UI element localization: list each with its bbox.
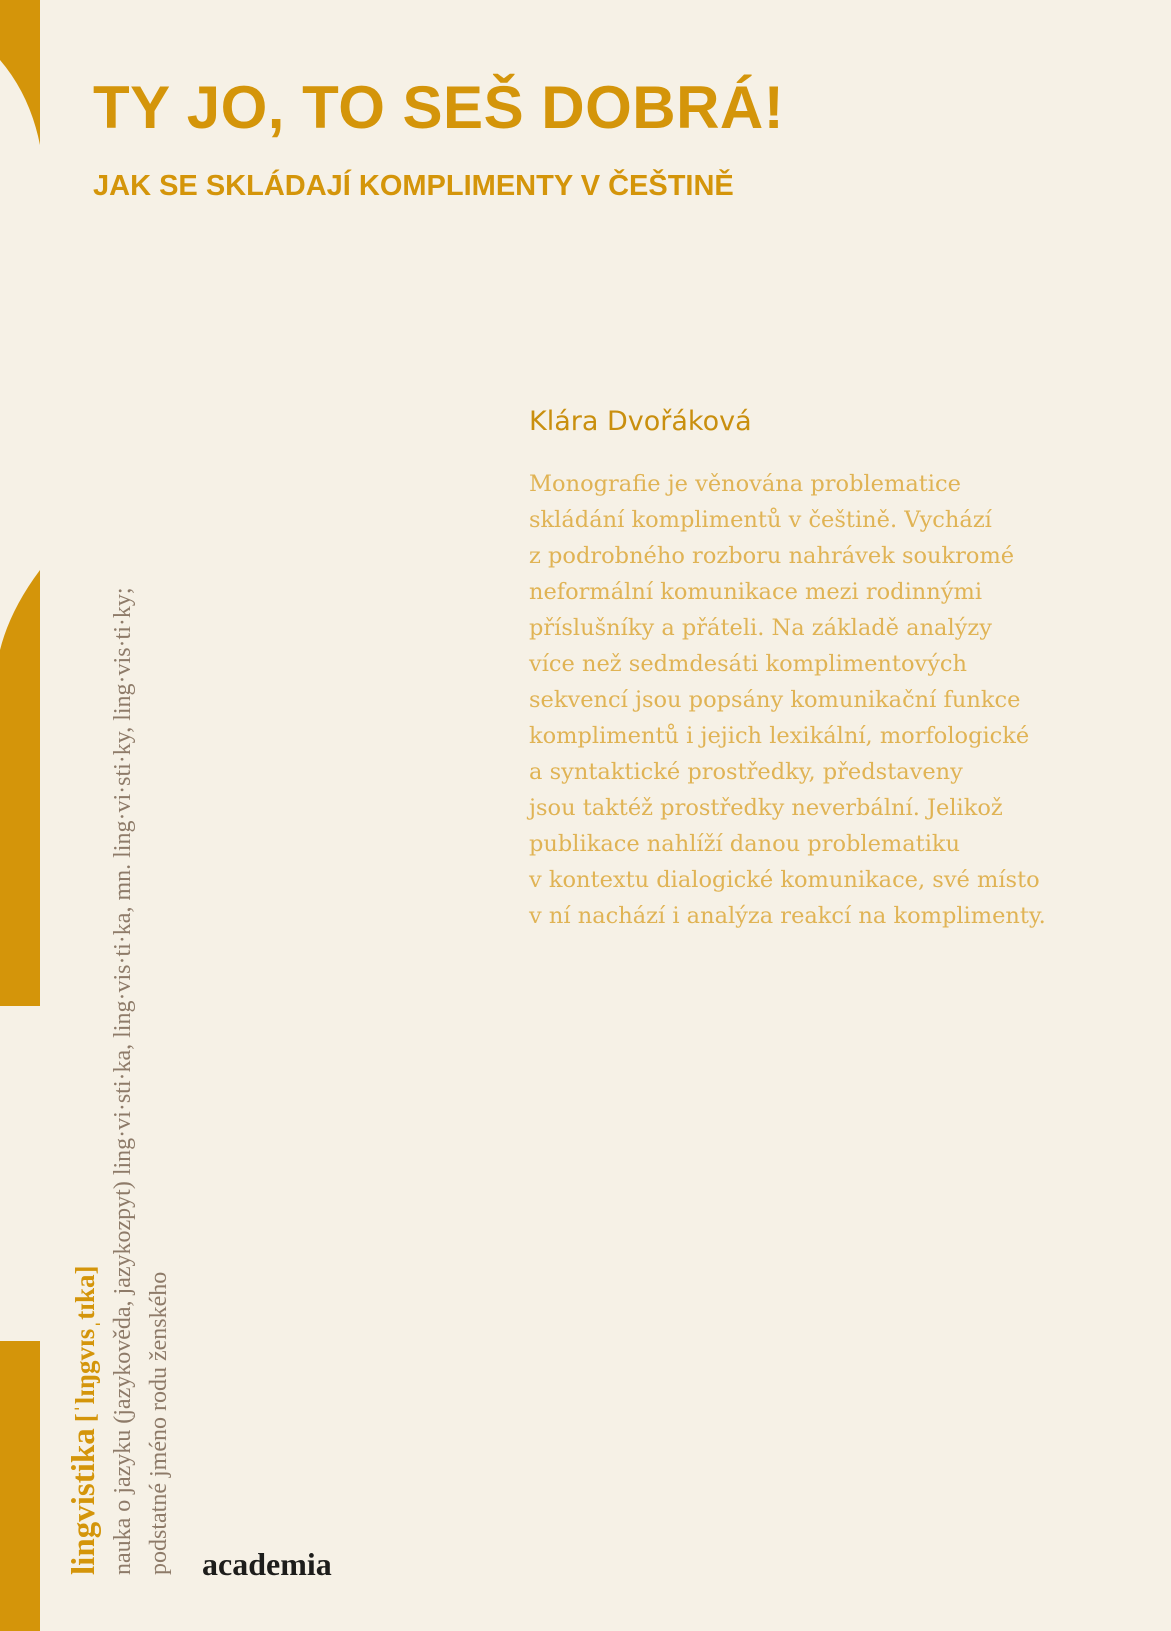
blurb-line: z podrobného rozboru nahrávek soukromé: [529, 543, 1015, 569]
accent-bar-bottom: [0, 1341, 40, 1631]
blurb-line: Monografie je věnována problematice: [529, 471, 961, 497]
blurb-line: a syntaktické prostředky, představeny: [529, 759, 963, 785]
blurb-line: skládání komplimentů v češtině. Vychází: [529, 507, 992, 533]
book-blurb: [529, 466, 1149, 934]
definition-pronunciation: [ˈlɪŋgvɪsˌtɪka]: [70, 1265, 100, 1423]
blurb-line: příslušníky a přáteli. Na základě analýzy: [529, 615, 992, 641]
definition-grammar: podstatné jméno rodu ženského: [146, 1271, 172, 1575]
definition-headword: lingvistika: [66, 1428, 102, 1575]
blurb-line: více než sedmdesáti komplimentových: [529, 651, 968, 677]
blurb-line: publikace nahlíží danou problematiku: [529, 831, 961, 857]
accent-bar-middle-curve: [0, 570, 40, 650]
book-subtitle: JAK SE SKLÁDAJÍ KOMPLIMENTY V ČEŠTINĚ: [93, 170, 734, 202]
blurb-line: jsou taktéž prostředky neverbální. Jelikož: [529, 795, 1003, 821]
blurb-line: v kontextu dialogické komunikace, své místo: [529, 867, 1040, 893]
blurb-line: komplimentů i jejich lexikální, morfologické: [529, 723, 1030, 749]
dictionary-definition: [66, 475, 177, 1575]
definition-meaning: nauka o jazyku (jazykověda, jazykozpyt) ling·vi·sti·ka, ling·vis·ti·ka, mn. ling·vi·sti·ky, ling·vis·ti·ky;: [110, 587, 136, 1575]
blurb-line: neformální komunikace mezi rodinnými: [529, 579, 983, 605]
blurb-line: sekvencí jsou popsány komunikační funkce: [529, 687, 1021, 713]
publisher-logo: academia: [202, 1546, 332, 1582]
blurb-line: v ní nachází i analýza reakcí na komplimenty.: [529, 903, 1046, 929]
book-title: TY JO, TO SEŠ DOBRÁ!: [93, 74, 785, 141]
accent-bar-top-curve: [0, 60, 40, 145]
author-name: Klára Dvořáková: [529, 406, 752, 437]
definition-headline: [66, 475, 105, 1575]
